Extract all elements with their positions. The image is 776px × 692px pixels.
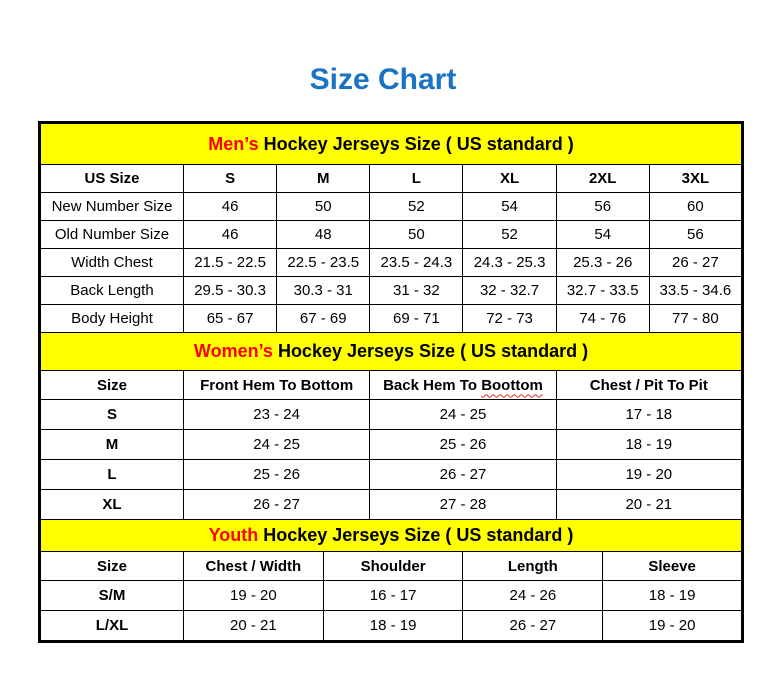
row-label: S xyxy=(40,400,184,430)
youth-header-cell: Size xyxy=(40,552,184,581)
table-cell: 24 - 26 xyxy=(463,581,603,611)
misspelled-word: Boottom xyxy=(481,376,543,394)
table-cell: 67 - 69 xyxy=(277,305,370,333)
table-cell: 48 xyxy=(277,221,370,249)
mens-header-cell: S xyxy=(184,165,277,193)
table-cell: 18 - 19 xyxy=(603,581,743,611)
table-cell: 23.5 - 24.3 xyxy=(370,249,463,277)
table-cell: 65 - 67 xyxy=(184,305,277,333)
table-cell: 29.5 - 30.3 xyxy=(184,277,277,305)
table-cell: 25.3 - 26 xyxy=(556,249,649,277)
table-cell: 31 - 32 xyxy=(370,277,463,305)
mens-section-prefix: Men’s xyxy=(208,133,259,154)
table-cell: 60 xyxy=(649,193,742,221)
table-cell: 26 - 27 xyxy=(463,611,603,642)
table-row xyxy=(40,305,743,333)
table-row xyxy=(40,193,743,221)
womens-header-text: Back Hem To xyxy=(383,376,482,394)
youth-section-row xyxy=(40,520,743,552)
row-label: M xyxy=(40,430,184,460)
row-label: New Number Size xyxy=(40,193,184,221)
table-cell: 26 - 27 xyxy=(184,490,370,520)
table-cell: 19 - 20 xyxy=(184,581,324,611)
row-label: L/XL xyxy=(40,611,184,642)
row-label: XL xyxy=(40,490,184,520)
youth-header-cell: Chest / Width xyxy=(184,552,324,581)
table-row xyxy=(40,581,743,611)
table-cell: 20 - 21 xyxy=(556,490,742,520)
table-cell: 19 - 20 xyxy=(556,460,742,490)
table-cell: 25 - 26 xyxy=(370,430,556,460)
table-cell: 46 xyxy=(184,193,277,221)
mens-header-cell: 3XL xyxy=(649,165,742,193)
mens-header-cell: 2XL xyxy=(556,165,649,193)
table-cell: 50 xyxy=(370,221,463,249)
table-row xyxy=(40,277,743,305)
table-cell: 22.5 - 23.5 xyxy=(277,249,370,277)
row-label: Width Chest xyxy=(40,249,184,277)
womens-header-row xyxy=(40,371,743,400)
table-cell: 46 xyxy=(184,221,277,249)
table-cell: 56 xyxy=(649,221,742,249)
table-cell: 16 - 17 xyxy=(323,581,463,611)
mens-header-cell: M xyxy=(277,165,370,193)
table-cell: 24 - 25 xyxy=(370,400,556,430)
table-cell: 18 - 19 xyxy=(323,611,463,642)
row-label: Old Number Size xyxy=(40,221,184,249)
table-row xyxy=(40,221,743,249)
table-cell: 19 - 20 xyxy=(603,611,743,642)
row-label: L xyxy=(40,460,184,490)
womens-section-header xyxy=(40,333,743,371)
womens-header-cell: Front Hem To Bottom xyxy=(184,371,370,400)
table-cell: 30.3 - 31 xyxy=(277,277,370,305)
table-cell: 23 - 24 xyxy=(184,400,370,430)
mens-section-row xyxy=(40,123,743,165)
mens-section-header xyxy=(40,123,743,165)
womens-section-prefix: Women’s xyxy=(193,341,273,361)
table-cell: 26 - 27 xyxy=(649,249,742,277)
youth-section-suffix: Hockey Jerseys Size ( US standard ) xyxy=(258,525,574,545)
table-cell: 56 xyxy=(556,193,649,221)
table-cell: 54 xyxy=(463,193,556,221)
youth-header-cell: Length xyxy=(463,552,603,581)
table-cell: 77 - 80 xyxy=(649,305,742,333)
table-row xyxy=(40,490,743,520)
table-cell: 27 - 28 xyxy=(370,490,556,520)
table-cell: 26 - 27 xyxy=(370,460,556,490)
row-label: S/M xyxy=(40,581,184,611)
youth-section-prefix: Youth xyxy=(208,525,259,545)
mens-header-cell: XL xyxy=(463,165,556,193)
page-title: Size Chart xyxy=(309,63,457,96)
table-row xyxy=(40,460,743,490)
table-cell: 20 - 21 xyxy=(184,611,324,642)
table-cell: 17 - 18 xyxy=(556,400,742,430)
mens-header-cell: L xyxy=(370,165,463,193)
womens-header-cell: Size xyxy=(40,371,184,400)
youth-section-header xyxy=(40,520,743,552)
youth-header-row xyxy=(40,552,743,581)
mens-section-suffix: Hockey Jerseys Size ( US standard ) xyxy=(258,133,574,154)
womens-header-cell: Chest / Pit To Pit xyxy=(556,371,742,400)
table-cell: 72 - 73 xyxy=(463,305,556,333)
table-cell: 25 - 26 xyxy=(184,460,370,490)
table-cell: 33.5 - 34.6 xyxy=(649,277,742,305)
table-cell: 52 xyxy=(370,193,463,221)
youth-header-cell: Sleeve xyxy=(603,552,743,581)
row-label: Back Length xyxy=(40,277,184,305)
table-cell: 54 xyxy=(556,221,649,249)
table-row xyxy=(40,249,743,277)
table-row xyxy=(40,430,743,460)
table-row xyxy=(40,611,743,642)
table-cell: 32.7 - 33.5 xyxy=(556,277,649,305)
row-label: Body Height xyxy=(40,305,184,333)
table-cell: 21.5 - 22.5 xyxy=(184,249,277,277)
table-cell: 32 - 32.7 xyxy=(463,277,556,305)
table-cell: 50 xyxy=(277,193,370,221)
womens-section-suffix: Hockey Jerseys Size ( US standard ) xyxy=(272,341,589,361)
table-cell: 24.3 - 25.3 xyxy=(463,249,556,277)
table-cell: 69 - 71 xyxy=(370,305,463,333)
youth-header-cell: Shoulder xyxy=(323,552,463,581)
womens-header-cell xyxy=(370,371,556,400)
womens-section-row xyxy=(40,333,743,371)
table-row xyxy=(40,400,743,430)
table-cell: 74 - 76 xyxy=(556,305,649,333)
table-cell: 52 xyxy=(463,221,556,249)
table-cell: 24 - 25 xyxy=(184,430,370,460)
size-chart-table xyxy=(38,121,744,643)
mens-header-cell: US Size xyxy=(40,165,184,193)
table-cell: 18 - 19 xyxy=(556,430,742,460)
mens-header-row xyxy=(40,165,743,193)
